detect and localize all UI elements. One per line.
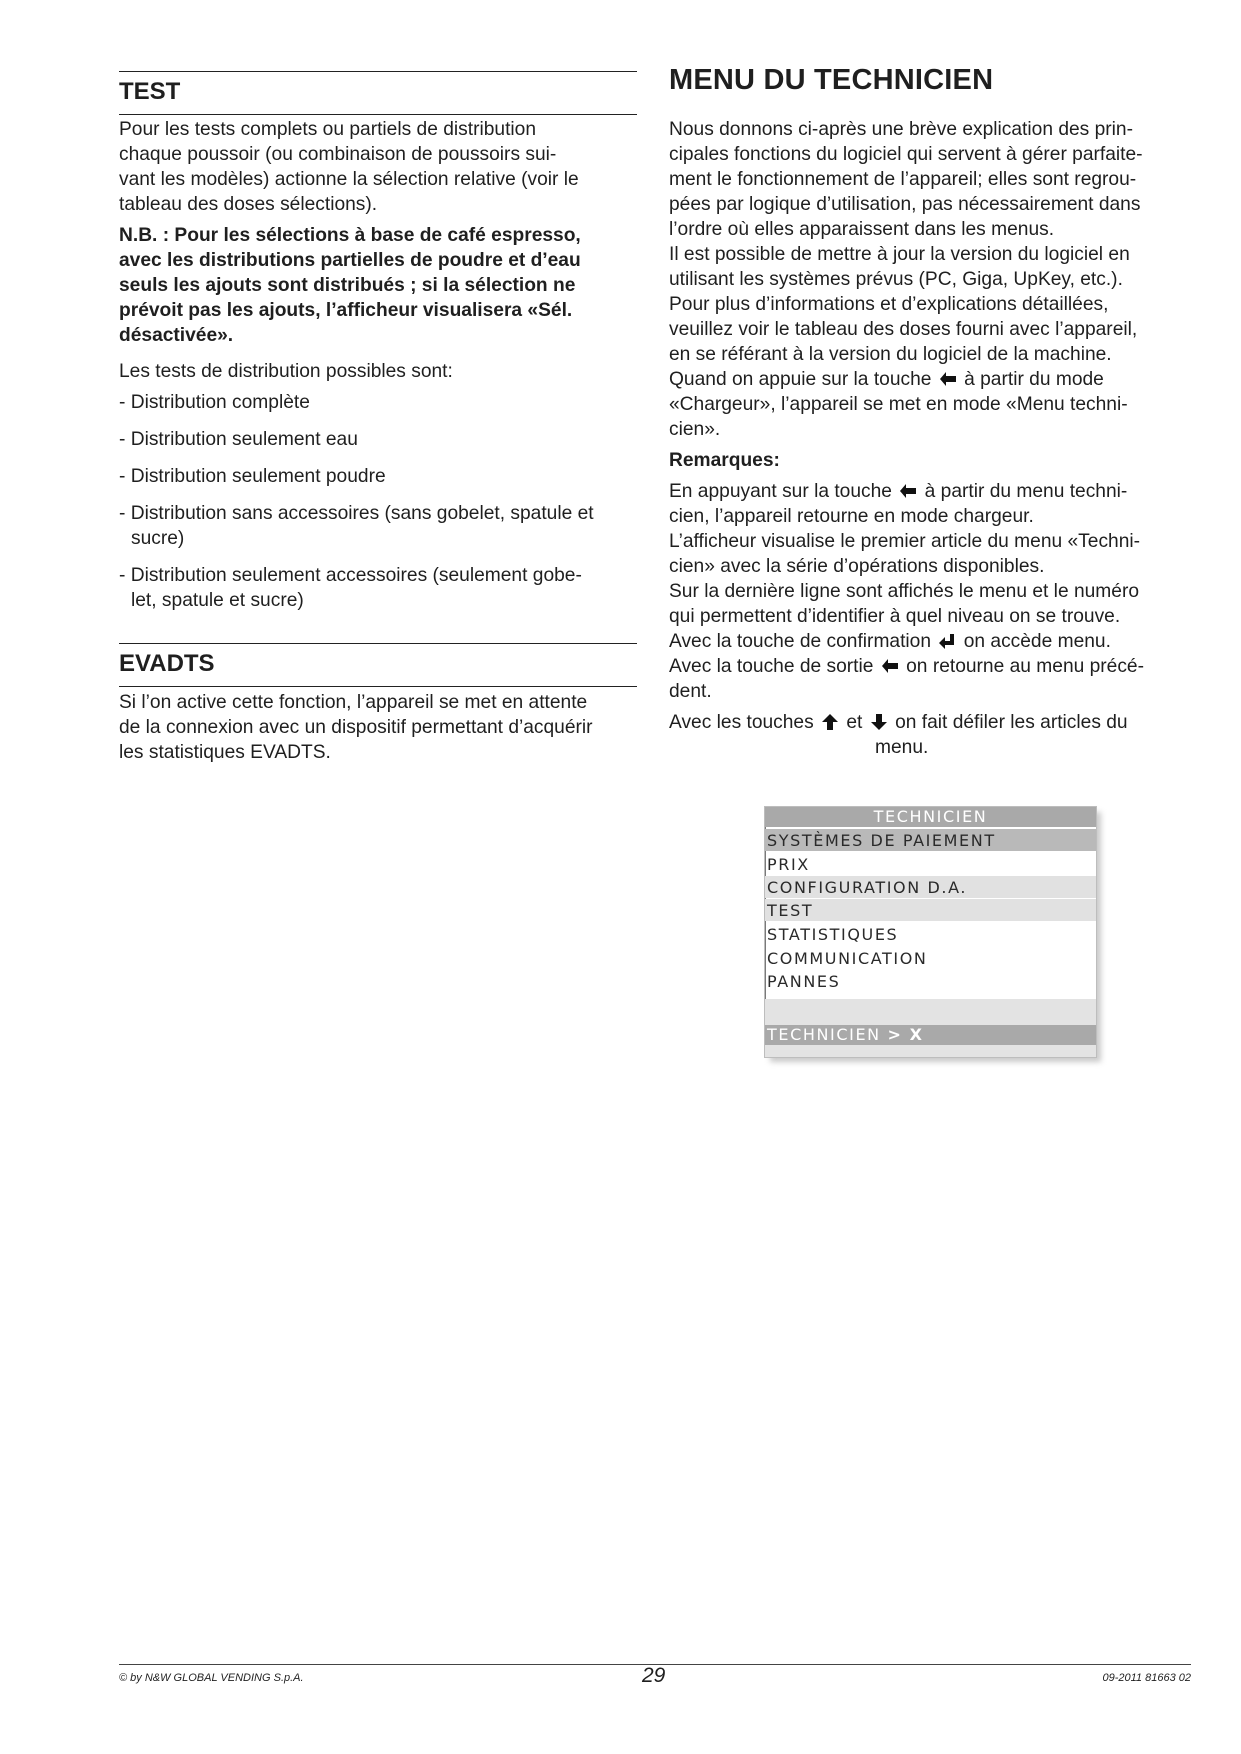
body-line: Nous donnons ci-après une brève explication des prin- [669,119,1133,140]
list-item: - Distribution sans accessoires (sans gobelet, spatule et sucre) [119,503,594,549]
body-line: Quand on appuie sur la touche à partir du mode [669,369,1104,390]
evadts-text-line: Si l’on active cette fonction, l’appareil se met en attente [119,692,588,713]
body-line: Avec les touches et on fait défiler les articles du [669,712,1128,733]
technician-display [764,806,1097,1058]
test-title: TEST [119,78,181,105]
arrow-up-icon [820,713,840,731]
display-menu-item: SYSTÈMES DE PAIEMENT [765,829,1096,851]
arrow-left-icon [898,482,918,500]
test-intro-line: chaque poussoir (ou combinaison de poussoirs sui- [119,144,557,165]
body-line: veuillez voir le tableau des doses fourni avec l’appareil, [669,319,1138,340]
test-note-line: prévoit pas les ajouts, l’afficheur visualisera «Sél. [119,300,573,321]
display-menu-item: PRIX [767,855,810,874]
test-intro-line: vant les modèles) actionne la sélection relative (voir le [119,169,579,190]
page-title: MENU DU TECHNICIEN [669,64,994,96]
display-menu-item: TEST [765,899,1096,921]
body-line: Pour plus d’informations et d’explications détaillées, [669,294,1109,315]
body-line: l’ordre où elles apparaissent dans les menus. [669,219,1055,240]
test-section-heading [119,71,637,115]
body-line: pées par logique d’utilisation, pas nécessairement dans [669,194,1141,215]
page-number: 29 [642,1664,666,1687]
body-line: Avec la touche de sortie on retourne au menu précé- [669,656,1144,677]
body-line: En appuyant sur la touche à partir du menu techni- [669,481,1128,502]
enter-return-icon [937,632,957,650]
body-line: Avec la touche de confirmation on accède menu. [669,631,1111,652]
test-note-line: N.B. : Pour les sélections à base de café espresso, [119,225,581,246]
test-note-line: seuls les ajouts sont distribués ; si la sélection ne [119,275,576,296]
display-footer: TECHNICIEN > X [765,1025,1096,1045]
test-note-line: avec les distributions partielles de poudre et d’eau [119,250,581,271]
evadts-title: EVADTS [119,650,215,677]
arrow-down-icon [869,713,889,731]
body-line: utilisant les systèmes prévus (PC, Giga, UpKey, etc.). [669,269,1123,290]
arrow-left-icon [938,370,958,388]
test-note-line: désactivée». [119,325,234,346]
document-code: 09-2011 81663 02 [1102,1672,1191,1684]
body-line: en se référant à la version du logiciel de la machine. [669,344,1112,365]
body-line: L’afficheur visualise le premier article du menu «Techni- [669,531,1141,552]
body-line: «Chargeur», l’appareil se met en mode «Menu techni- [669,394,1128,415]
display-title: TECHNICIEN [765,807,1096,827]
arrow-left-icon [880,657,900,675]
body-line: Il est possible de mettre à jour la version du logiciel en [669,244,1130,265]
test-intro-line: Pour les tests complets ou partiels de distribution [119,119,537,140]
display-menu-item: CONFIGURATION D.A. [765,876,1096,898]
test-list-intro: Les tests de distribution possibles sont: [119,361,453,382]
evadts-text-line: de la connexion avec un dispositif permettant d’acquérir [119,717,593,738]
body-line: menu. [875,737,929,758]
body-line: cien». [669,419,721,440]
list-item: - Distribution seulement poudre [119,466,386,487]
body-line: dent. [669,681,712,702]
body-line: ment le fonctionnement de l’appareil; elles sont regrou- [669,169,1137,190]
display-menu-item: COMMUNICATION [767,949,928,968]
body-line: cien, l’appareil retourne en mode chargeur. [669,506,1034,527]
body-line: cipales fonctions du logiciel qui servent à gérer parfaite- [669,144,1143,165]
body-line: qui permettent d’identifier à quel niveau on se trouve. [669,606,1121,627]
copyright: © by N&W GLOBAL VENDING S.p.A. [119,1672,304,1684]
body-line: cien» avec la série d’opérations disponibles. [669,556,1045,577]
list-item: - Distribution seulement eau [119,429,358,450]
test-intro-line: tableau des doses sélections). [119,194,378,215]
evadts-text-line: les statistiques EVADTS. [119,742,331,763]
display-menu-item: STATISTIQUES [767,925,899,944]
list-item: - Distribution complète [119,392,310,413]
display-menu-item: PANNES [767,972,841,991]
body-line: Sur la dernière ligne sont affichés le menu et le numéro [669,581,1140,602]
list-item: - Distribution seulement accessoires (seulement gobe- let, spatule et sucre) [119,565,582,611]
remarks-title: Remarques: [669,450,780,471]
evadts-section-heading [119,643,637,687]
